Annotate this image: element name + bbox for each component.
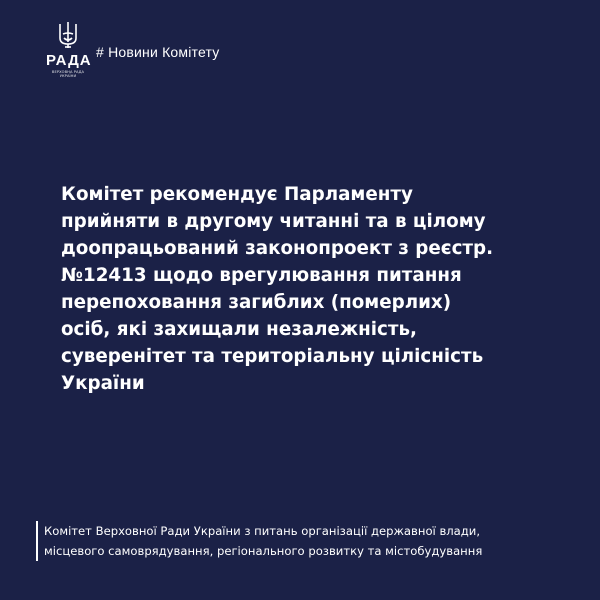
- rada-logo: [46, 20, 90, 79]
- footer-line-2: місцевого самоврядування, регіонального розвитку та містобудування: [44, 544, 483, 558]
- logo-subtitle-line1: ВЕРХОВНА РАДА: [51, 70, 85, 74]
- news-headline: Комітет рекомендує Парламенту прийняти в другому читанні та в цілому доопрацьований законопроект з реєстр. №12413 щодо врегулювання питання перепоховання загиблих (померлих) осіб, які захищали незалежність, суверенітет та територіальну цілісність України: [61, 184, 494, 394]
- committee-footer: [36, 521, 594, 561]
- news-hashtag: # Новини Комітету: [96, 44, 220, 60]
- logo-subtitle: [46, 70, 90, 79]
- footer-line-1: Комітет Верховної Ради України з питань організації державної влади,: [44, 524, 481, 538]
- logo-subtitle-line2: УКРАЇНИ: [59, 74, 77, 79]
- logo-wordmark: РАДА: [46, 52, 92, 69]
- trident-icon: [57, 20, 79, 50]
